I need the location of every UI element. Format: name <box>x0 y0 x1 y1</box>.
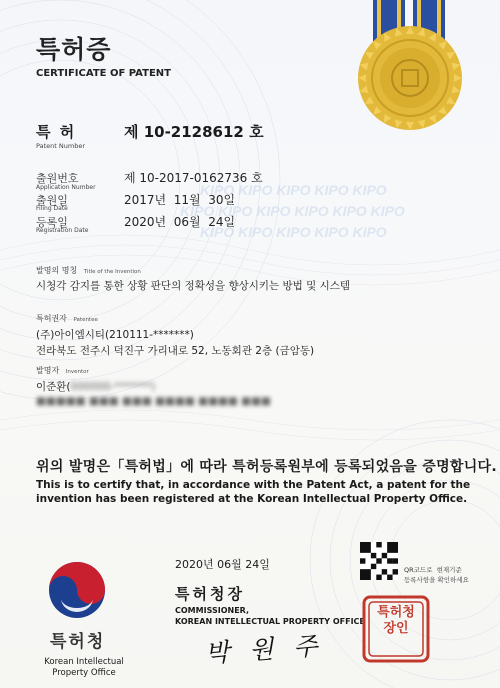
certificate-title: 특허증 <box>36 35 112 64</box>
commissioner-en-line-2: KOREAN INTELLECTUAL PROPERTY OFFICE <box>175 617 365 626</box>
patent-label: 특 허 <box>36 123 77 141</box>
filing-label: 출원일 <box>36 194 68 207</box>
invention-label-en: Title of the Invention <box>83 269 141 275</box>
filing-date: 2017년 11월 30일 <box>124 193 236 207</box>
redacted-address: ■■■■■ ■■■ ■■■ ■■■■ ■■■■ ■■■ <box>36 395 271 407</box>
inventor-label-ko: 발명자 <box>36 366 60 375</box>
svg-text:KIPO KIPO KIPO KIPO KIPO: KIPO KIPO KIPO KIPO KIPO <box>200 224 387 240</box>
commissioner-title: 특허청장 <box>175 585 245 603</box>
filing-label-en: Filing Date <box>36 205 68 212</box>
patent-label-en: Patent Number <box>36 142 86 150</box>
kipo-logo-icon <box>47 560 107 620</box>
gold-seal-ribbon <box>355 0 480 135</box>
svg-text:KIPO KIPO KIPO KIPO KIPO: KIPO KIPO KIPO KIPO KIPO KIPO <box>180 203 405 219</box>
qr-note-line-1: QR코드로 현재기준 <box>404 566 462 574</box>
invention-label-ko: 발명의 명칭 <box>36 266 78 275</box>
registration-label: 등록일 <box>36 216 68 229</box>
kipo-name: 특허청 <box>50 632 106 652</box>
registration-date: 2020년 06월 24일 <box>124 215 236 229</box>
qr-code-icon[interactable] <box>360 542 398 580</box>
kipo-name-en: Korean Intellectual Property Office <box>44 657 124 678</box>
commissioner-en-line-1: COMMISSIONER, <box>175 606 250 615</box>
patentee-name: (주)아이엠시티(210111-*******) <box>36 329 194 341</box>
application-label-en: Application Number <box>36 184 96 191</box>
invention-label <box>36 265 141 276</box>
certificate-title-en: CERTIFICATE OF PATENT <box>36 68 171 79</box>
qr-note-line-2: 등록사항을 확인하세요 <box>404 576 469 584</box>
patentee-address: 전라북도 전주시 덕진구 가리내로 52, 노동회관 2층 (금암동) <box>36 345 315 357</box>
watermark-text: KIPO KIPO KIPO KIPO KIPO <box>200 182 387 198</box>
certification-statement-ko: 위의 발명은「특허법」에 따라 특허등록원부에 등록되었음을 증명합니다. <box>36 459 497 475</box>
patent-number: 제 10-2128612 호 <box>124 123 264 141</box>
qr-note <box>404 565 469 585</box>
patentee-label-ko: 특허권자 <box>36 314 67 323</box>
inventor-name <box>36 379 155 394</box>
issue-date: 2020년 06월 24일 <box>175 558 270 571</box>
official-stamp <box>362 595 430 663</box>
stamp-text: 특허청장인 <box>377 605 415 636</box>
registration-label-en: Registration Date <box>36 227 89 234</box>
invention-title: 시청각 감지를 통한 상황 판단의 정확성을 향상시키는 방법 및 시스템 <box>36 280 351 292</box>
inventor-label-en: Inventor <box>65 369 89 375</box>
application-number: 제 10-2017-0162736 호 <box>124 171 263 185</box>
patentee-label-en: Patentee <box>73 317 98 323</box>
redacted-id: 000000-*******) <box>70 381 156 393</box>
certification-statement-en: This is to certify that, in accordance with the Patent Act, a patent for the invention has been registered at the Korean Intellectual Property Office. <box>36 479 471 505</box>
signature: 박 원 주 <box>204 630 325 669</box>
inventor-label <box>36 365 89 376</box>
commissioner-title-en <box>175 605 365 627</box>
patentee-label <box>36 313 98 324</box>
inventor-name-text: 이준환( <box>36 381 71 393</box>
application-label: 출원번호 <box>36 172 79 185</box>
